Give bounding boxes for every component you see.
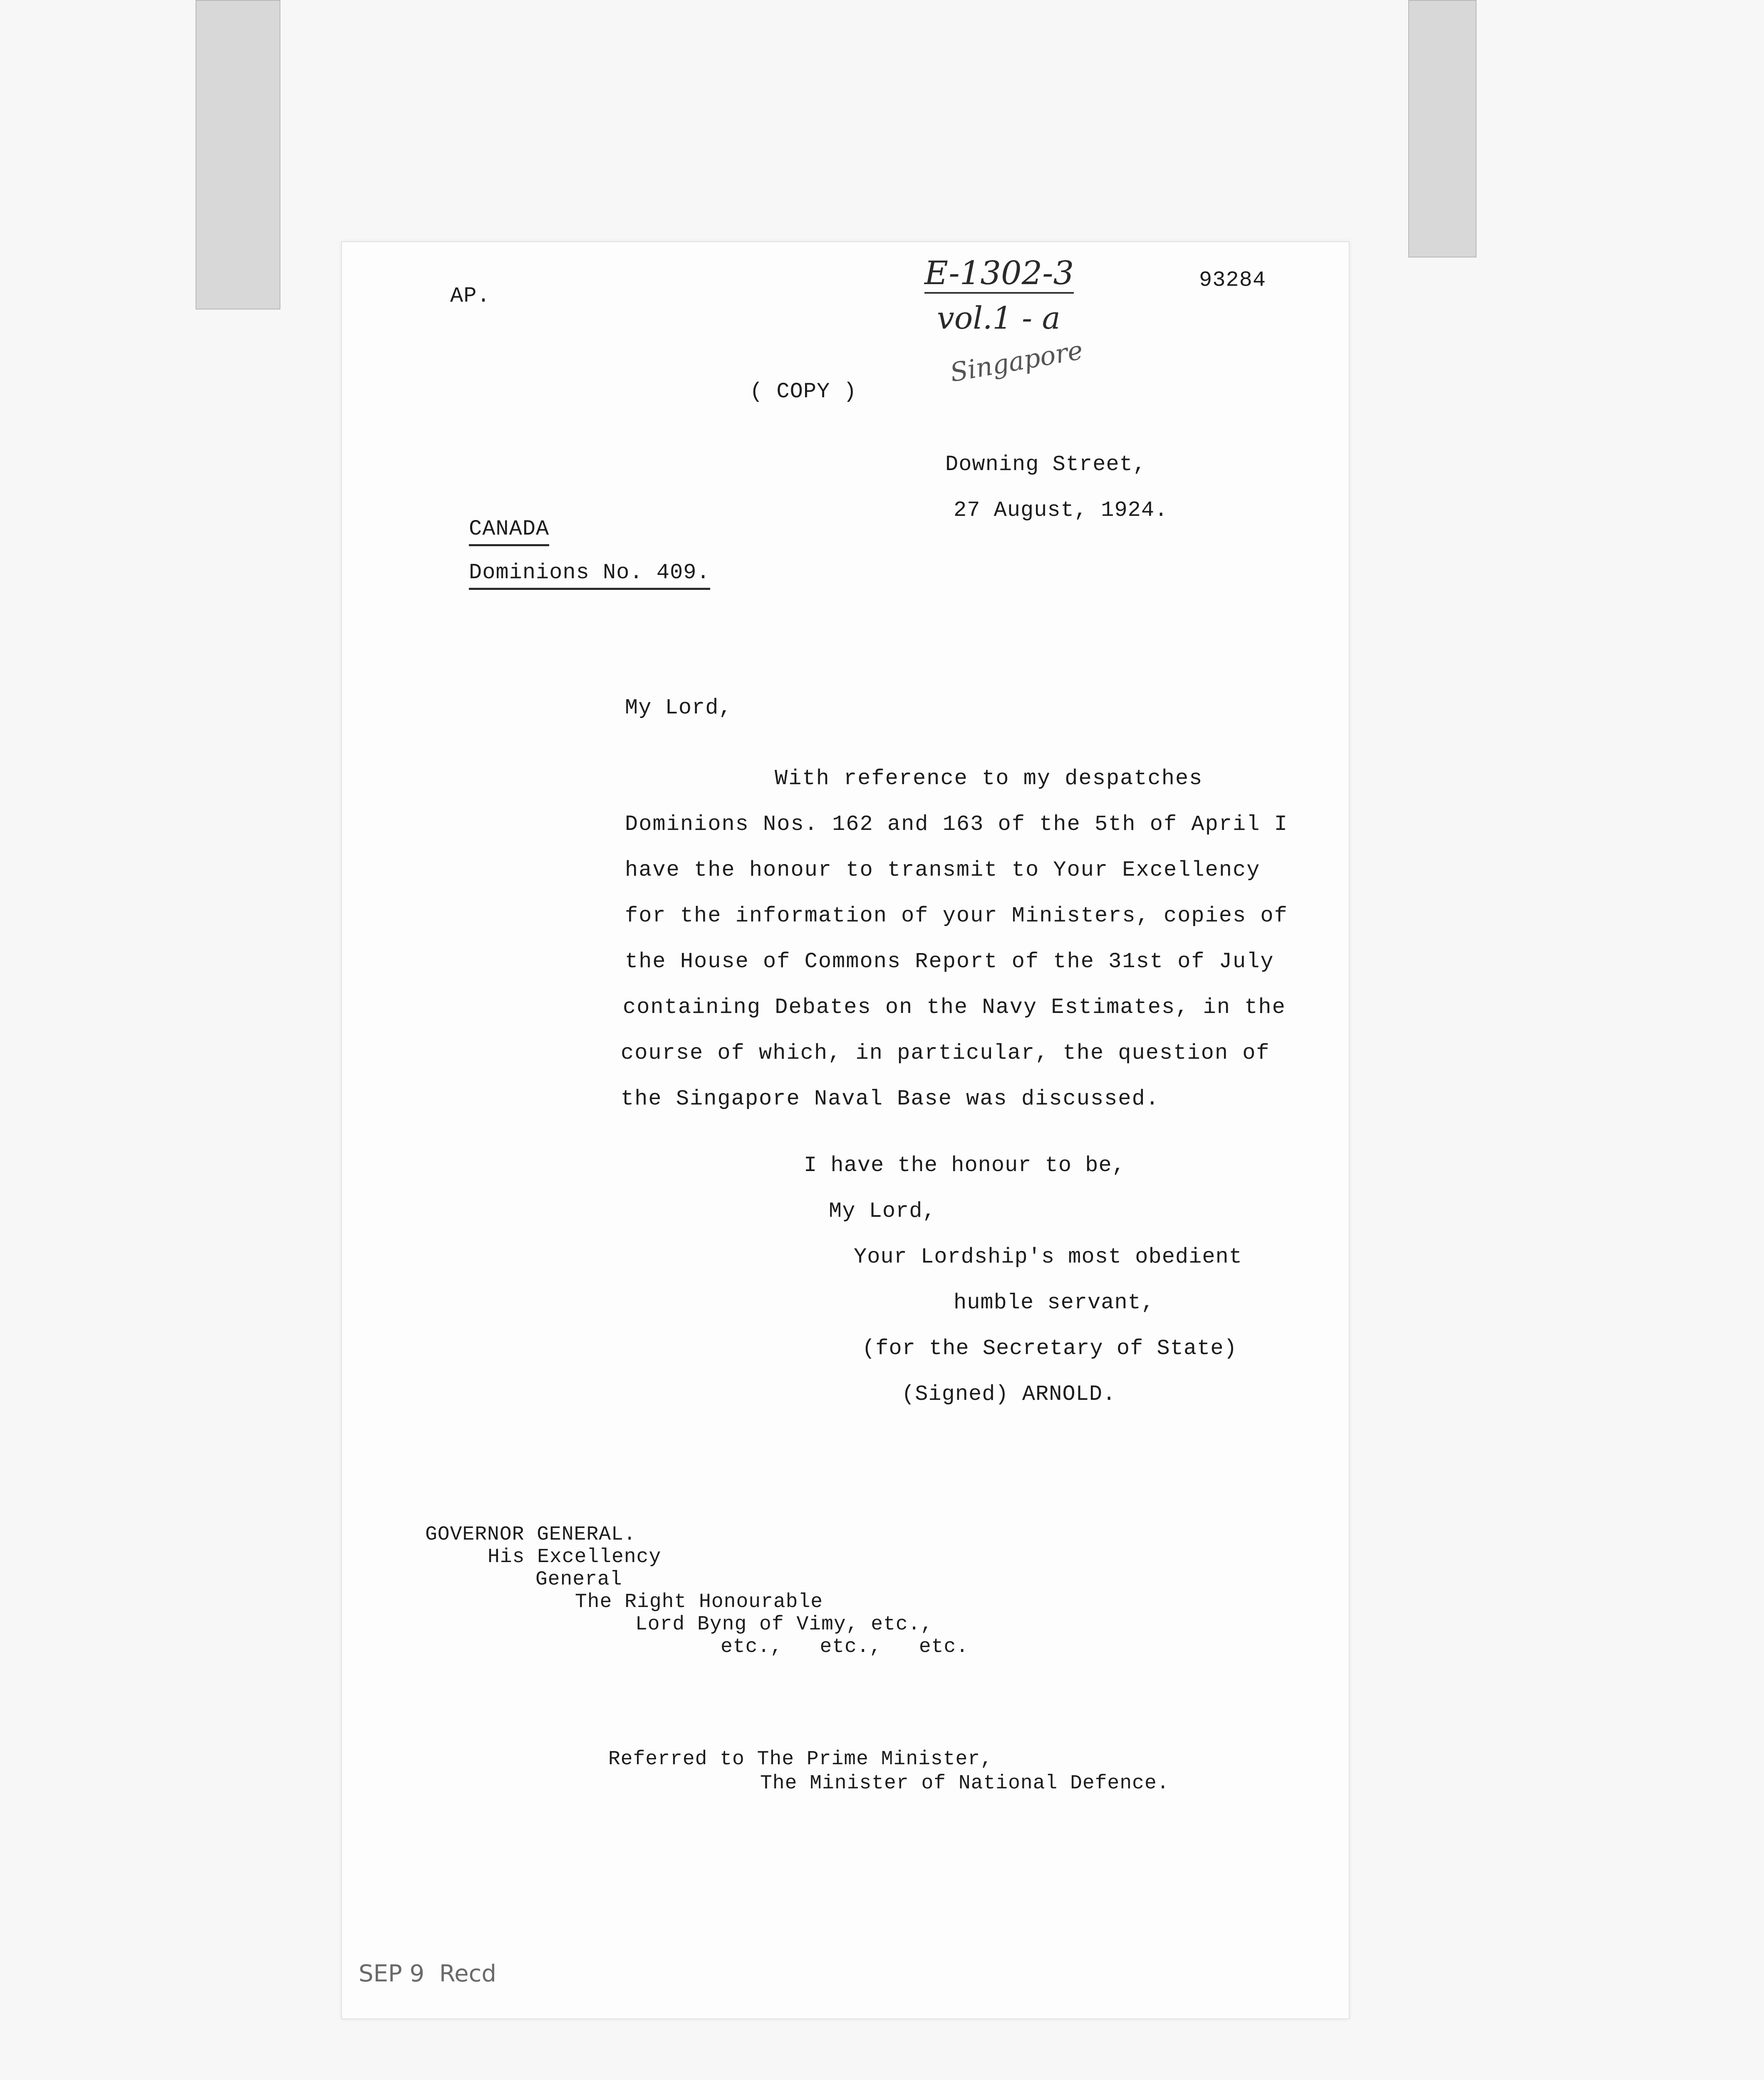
recipient-line: GOVERNOR GENERAL. [425, 1523, 636, 1546]
closing-line: My Lord, [829, 1199, 936, 1223]
handwritten-ref-1: E-1302-3 [924, 255, 1074, 294]
recipient-line: Lord Byng of Vimy, etc., [635, 1613, 933, 1636]
dispatch-number: Dominions No. 409. [469, 560, 710, 590]
closing-line: Your Lordship's most obedient [854, 1245, 1242, 1269]
signature-line: (Signed) ARNOLD. [902, 1382, 1116, 1406]
closing-line: I have the honour to be, [804, 1153, 1125, 1178]
body-line: With reference to my despatches [775, 766, 1203, 791]
recipient-line: General [535, 1568, 622, 1591]
body-line: course of which, in particular, the question of [621, 1041, 1270, 1065]
closing-line: humble servant, [954, 1290, 1155, 1315]
handwritten-ref-3: Singapore [948, 334, 1085, 388]
body-line: have the honour to transmit to Your Excellency [625, 858, 1261, 882]
letter-sheet [341, 241, 1350, 2019]
referral-line: The Minister of National Defence. [760, 1772, 1169, 1795]
sender-address: Downing Street, [945, 452, 1147, 477]
tape-top-right [1408, 0, 1477, 258]
recipient-line: The Right Honourable [575, 1591, 823, 1613]
recipient-line: etc., etc., etc. [721, 1636, 969, 1658]
recipient-line: His Excellency [488, 1546, 662, 1568]
corner-mark: AP. [450, 284, 491, 308]
body-line: containing Debates on the Navy Estimates, in the [623, 995, 1286, 1020]
closing-line: (for the Secretary of State) [862, 1336, 1237, 1361]
letter-date: 27 August, 1924. [954, 498, 1168, 522]
body-line: the House of Commons Report of the 31st of July [625, 949, 1274, 974]
handwritten-ref-2: vol.1 - a [937, 300, 1060, 336]
body-line: for the information of your Ministers, copies of [625, 904, 1288, 928]
tape-top-left [196, 0, 280, 310]
body-line: Dominions Nos. 162 and 163 of the 5th of April I [625, 812, 1288, 837]
file-number: 93284 [1199, 268, 1266, 292]
copy-label: ( COPY ) [750, 379, 857, 404]
salutation: My Lord, [625, 696, 732, 720]
body-line: the Singapore Naval Base was discussed. [621, 1087, 1159, 1111]
received-stamp: SEP 9 Recd [359, 1960, 496, 1987]
destination: CANADA [469, 517, 549, 546]
referral-line: Referred to The Prime Minister, [608, 1748, 993, 1770]
